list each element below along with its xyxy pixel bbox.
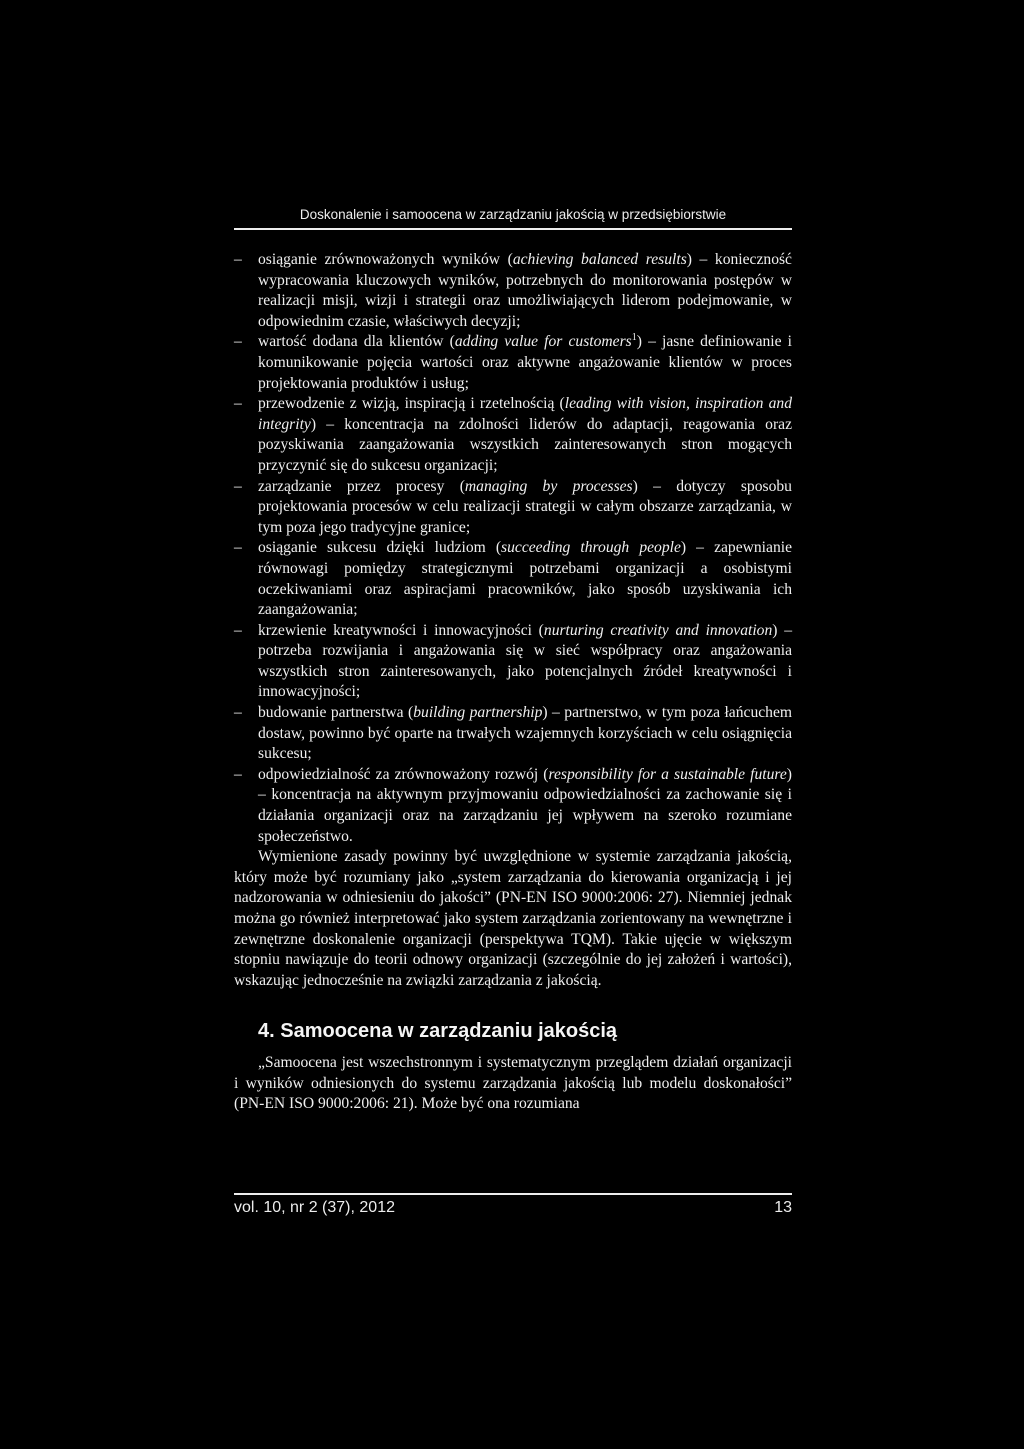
list-item (234, 703, 792, 765)
footer-volume: vol. 10, nr 2 (37), 2012 (234, 1199, 395, 1216)
item-term-english: leading with vision, inspiration and integrity (258, 395, 792, 433)
item-description: ) – zapewnianie równowagi pomiędzy strategicznymi potrzebami organizacji a osobistymi oczekiwaniami oraz aspiracjami pracowników, jako sposób uzyskiwania ich zaangażowania; (258, 539, 792, 619)
footer-rule (234, 1193, 792, 1195)
dash-marker: – (234, 333, 242, 351)
item-term: budowanie partnerstwa ( (258, 704, 414, 722)
item-term: przewodzenie z wizją, inspiracją i rzetelnością ( (258, 395, 565, 413)
body-text (234, 250, 792, 1115)
item-description: ) – koncentracja na aktywnym przyjmowaniu odpowiedzialności za zachowanie się i działania organizacji oraz na zarządzaniu jej wpływem na szeroko rozumiane społeczeństwo. (258, 765, 792, 845)
running-header: Doskonalenie i samoocena w zarządzaniu jakością w przedsiębiorstwie (234, 207, 792, 230)
body-paragraph: „Samoocena jest wszechstronnym i systematycznym przeglądem działań organizacji i wyników odniesionych do systemu zarządzania jakością lub modelu doskonałości” (PN-EN ISO 9000:2006: 21). Może być ona rozumiana (234, 1053, 792, 1113)
dash-marker: – (234, 477, 242, 495)
item-term-english: adding value for customers (454, 333, 632, 351)
dash-marker: – (234, 395, 242, 413)
dash-marker: – (234, 251, 242, 268)
page-content (234, 207, 792, 1115)
list-item (234, 477, 792, 539)
item-term-english: achieving balanced results (512, 251, 687, 268)
list-item (234, 765, 792, 847)
item-term-english: nurturing creativity and innovation (543, 621, 773, 639)
page-footer (234, 1199, 792, 1217)
item-description: ) – konieczność wypracowania kluczowych wyników, potrzebnych do monitorowania postępów w realizacji misji, wizji i strategii oraz umożliwiających liderom podejmowanie, w odpowiednim czasie, właściwych decyzji; (258, 251, 792, 330)
page-number: 13 (774, 1199, 792, 1216)
item-description: ) – dotyczy sposobu projektowania procesów w celu realizacji strategii w całym obszarze zarządzania, w tym poza jego tradycyjne granice; (258, 477, 792, 536)
dash-marker: – (234, 704, 242, 722)
item-description: ) – koncentracja na zdolności liderów do adaptacji, reagowania oraz pozyskiwania zaangażowania wszystkich zainteresowanych stron mogących przyczynić się do sukcesu organizacji; (258, 415, 792, 474)
list-item (234, 250, 792, 332)
footnote-marker: 1 (631, 332, 637, 344)
item-term-english: responsibility for a sustainable future (548, 765, 787, 783)
section-heading: 4. Samoocena w zarządzaniu jakością (258, 1020, 618, 1043)
item-term-english: succeeding through people (501, 539, 681, 557)
item-term-english: building partnership (413, 704, 543, 722)
dash-marker: – (234, 539, 242, 557)
list-item (234, 538, 792, 620)
item-term: odpowiedzialność za zrównoważony rozwój ( (258, 765, 549, 783)
item-term: osiąganie sukcesu dzięki ludziom ( (258, 539, 502, 557)
item-term: osiąganie zrównoważonych wyników ( (258, 251, 513, 268)
list-item (234, 621, 792, 703)
item-description: ) – jasne definiowanie i komunikowanie pojęcia wartości oraz aktywne angażowanie klientów w proces projektowania produktów i usług; (258, 333, 793, 392)
item-term: krzewienie kreatywności i innowacyjności ( (258, 621, 544, 639)
dash-marker: – (234, 621, 242, 639)
item-term-english: managing by processes (464, 477, 633, 495)
dash-marker: – (234, 765, 242, 783)
item-term: zarządzanie przez procesy ( (258, 477, 465, 495)
item-description: ) – potrzeba rozwijania i angażowania się w sieć współpracy oraz angażowania wszystkich stron zainteresowanych, jako potencjalnych źródeł kreatywności i innowacyjności; (258, 621, 793, 701)
list-item (234, 332, 792, 394)
principles-list (234, 250, 792, 847)
item-term: wartość dodana dla klientów ( (258, 333, 455, 351)
item-description: ) – partnerstwo, w tym poza łańcuchem dostaw, powinno być oparte na trwałych wzajemnych korzyściach w celu osiągnięcia sukcesu; (258, 704, 793, 763)
body-paragraph: Wymienione zasady powinny być uwzględnione w systemie zarządzania jakością, który może być rozumiany jako „system zarządzania do kierowania organizacją i jej nadzorowania w odniesieniu do jakości” (PN-EN ISO 9000:2006: 27). Niemniej jednak można go również interpretować jako system zarządzania zorientowany na wewnętrzne i zewnętrzne doskonalenie organizacji (perspektywa TQM). Takie ujęcie w większym stopniu nawiązuje do teorii odnowy organizacji (szczególnie do jej założeń i wartości), wskazując jednocześnie na związki zarządzania z jakością. (234, 848, 792, 989)
list-item (234, 394, 792, 476)
